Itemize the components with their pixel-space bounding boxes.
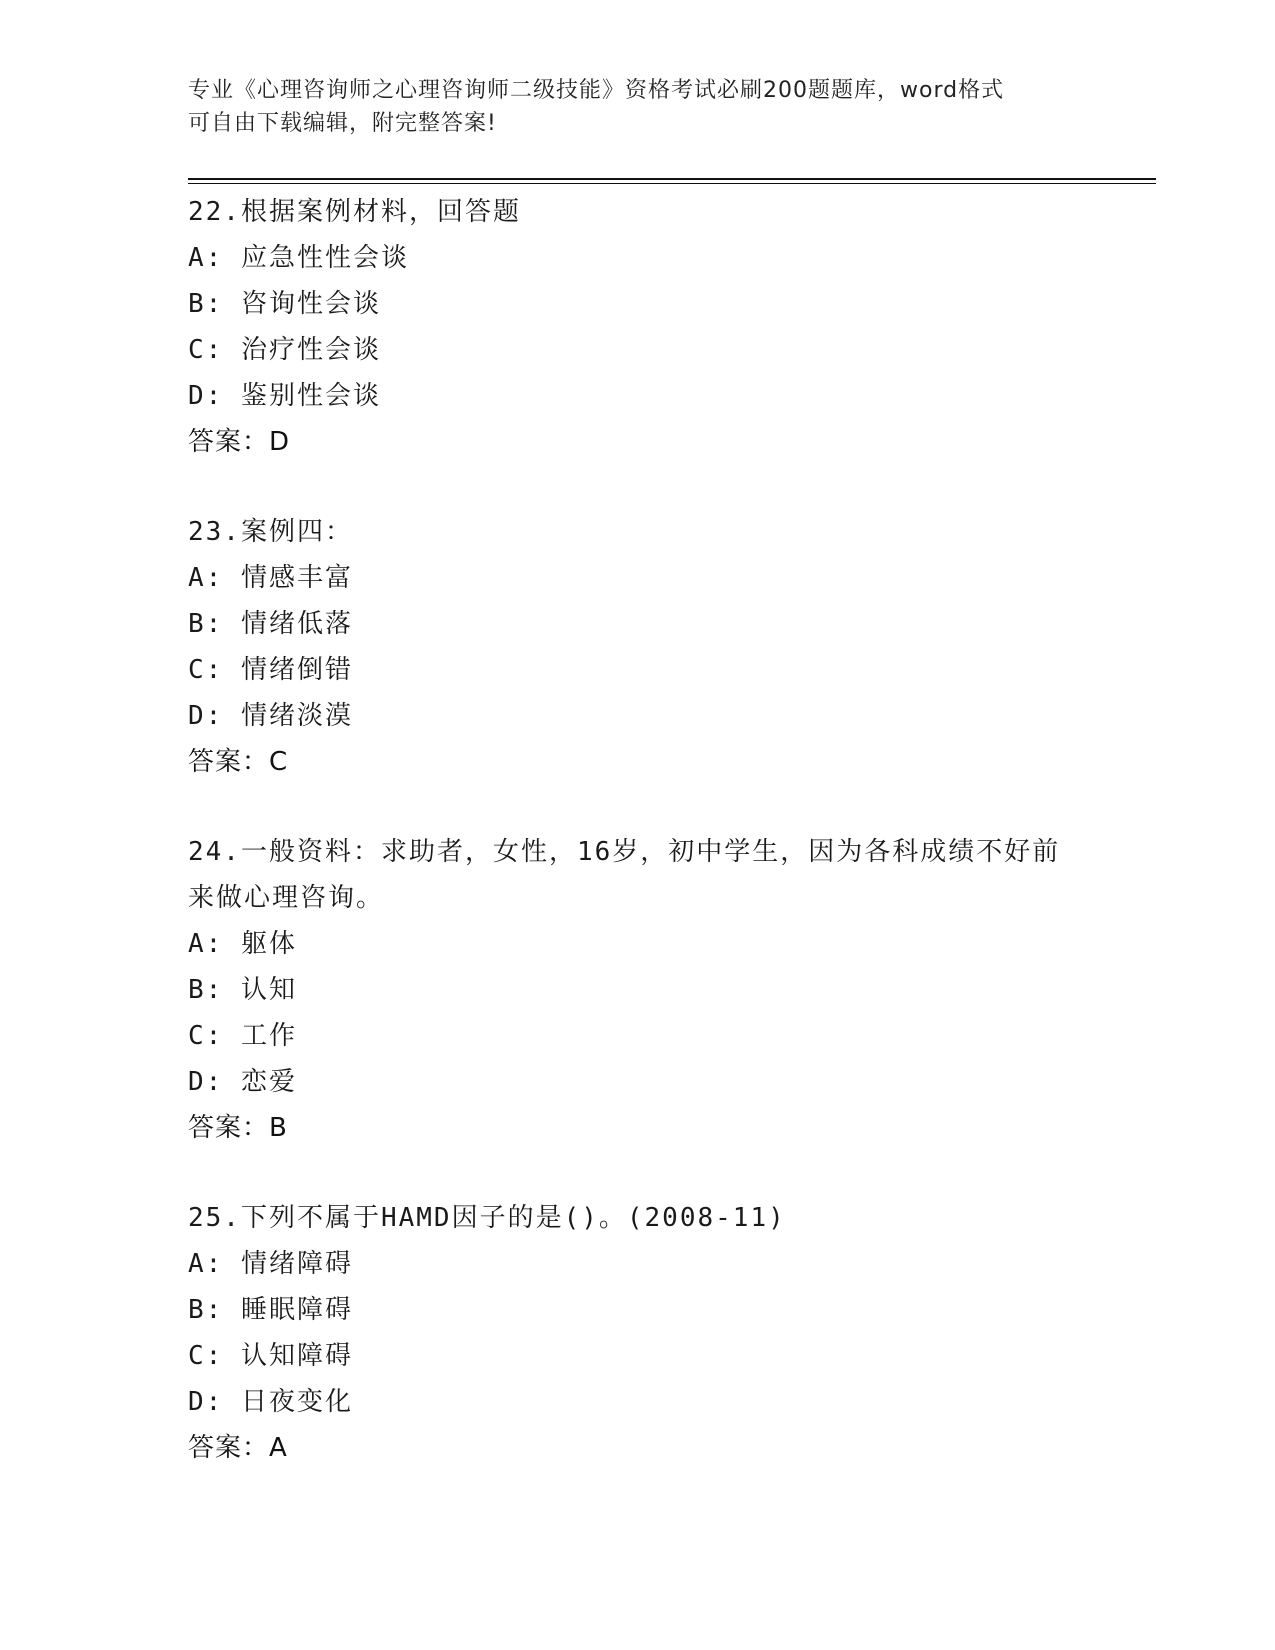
header-divider-thick [188, 178, 1156, 180]
question-spacer [188, 465, 1108, 509]
option-a: A: 情绪障碍 [188, 1249, 353, 1279]
question-stem: 25.下列不属于HAMD因子的是()。(2008-11) [188, 1203, 786, 1233]
option-c: C: 治疗性会谈 [188, 335, 381, 365]
question-spacer [188, 785, 1108, 829]
question-stem: 22.根据案例材料，回答题 [188, 197, 521, 227]
answer-line: 答案：B [188, 1113, 288, 1143]
option-b: B: 情绪低落 [188, 609, 353, 639]
answer-line: 答案：A [188, 1433, 288, 1463]
header-line-2: 可自由下载编辑，附完整答案! [188, 111, 497, 136]
question-25 [188, 1195, 1108, 1471]
option-c: C: 工作 [188, 1021, 297, 1051]
header-divider-thin [188, 183, 1156, 184]
option-c: C: 情绪倒错 [188, 655, 353, 685]
option-d: D: 恋爱 [188, 1067, 297, 1097]
header-line-1: 专业《心理咨询师之心理咨询师二级技能》资格考试必刷200题题库，word格式 [188, 78, 1005, 103]
question-22 [188, 189, 1108, 465]
option-d: D: 鉴别性会谈 [188, 381, 381, 411]
question-24 [188, 829, 1108, 1151]
question-23 [188, 509, 1108, 785]
option-d: D: 日夜变化 [188, 1387, 353, 1417]
question-stem-line-2: 来做心理咨询。 [188, 883, 385, 913]
question-stem: 23.案例四： [188, 517, 353, 547]
document-header [188, 74, 1068, 140]
option-b: B: 认知 [188, 975, 297, 1005]
question-list [188, 189, 1108, 1471]
question-stem-line-1: 24.一般资料：求助者，女性，16岁，初中学生，因为各科成绩不好前 [188, 837, 1061, 867]
option-d: D: 情绪淡漠 [188, 701, 353, 731]
answer-line: 答案：D [188, 427, 291, 457]
option-b: B: 睡眠障碍 [188, 1295, 353, 1325]
option-a: A: 情感丰富 [188, 563, 353, 593]
option-c: C: 认知障碍 [188, 1341, 353, 1371]
option-a: A: 应急性性会谈 [188, 243, 409, 273]
option-b: B: 咨询性会谈 [188, 289, 381, 319]
option-a: A: 躯体 [188, 929, 297, 959]
question-spacer [188, 1151, 1108, 1195]
answer-line: 答案：C [188, 747, 289, 777]
